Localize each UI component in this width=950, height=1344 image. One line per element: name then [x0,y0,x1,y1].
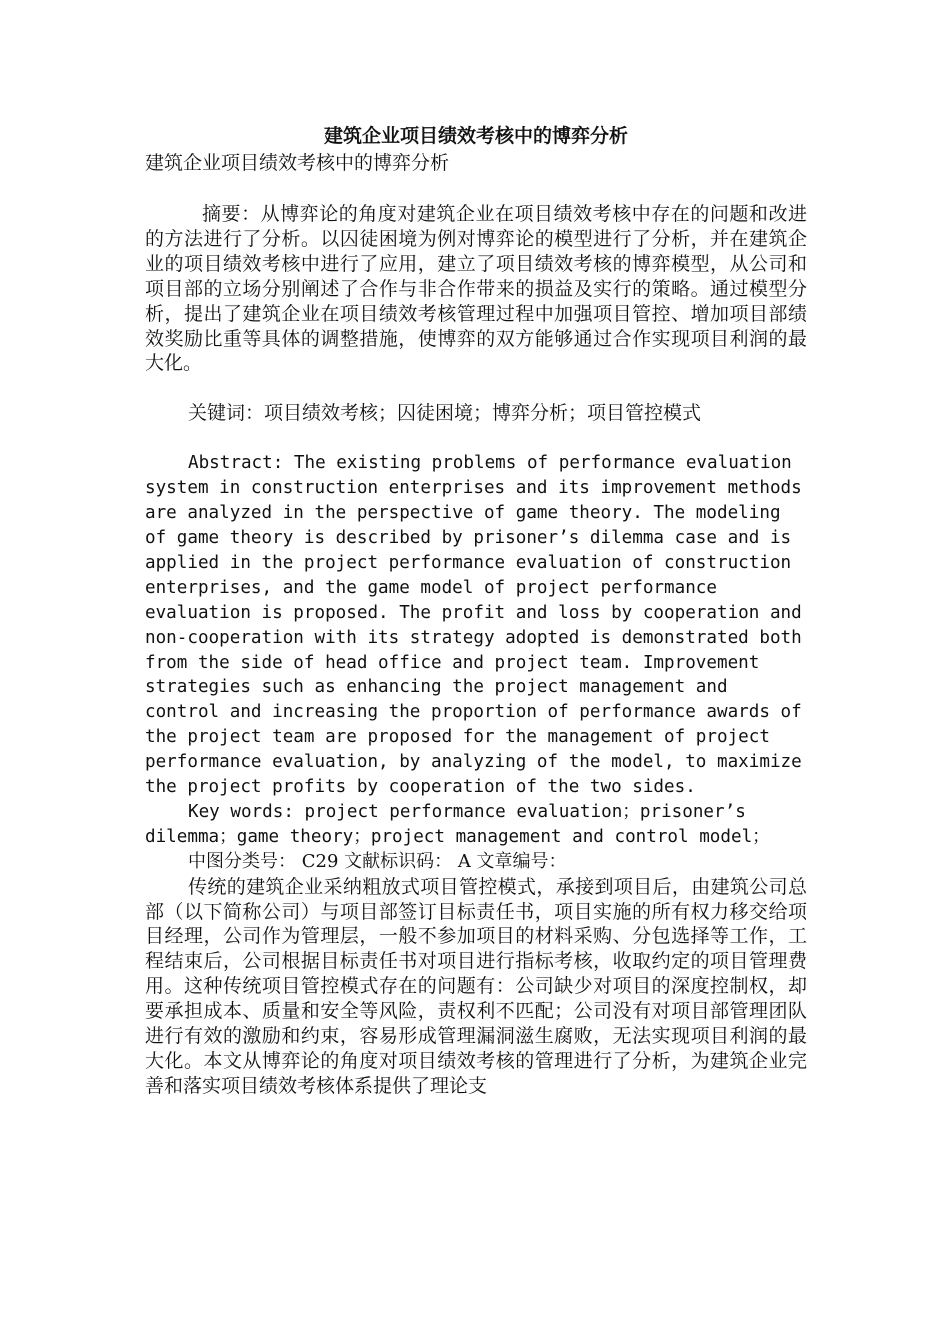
spacer [145,376,807,401]
spacer [145,426,807,451]
classification-line: 中图分类号： C29 文献标识码： A 文章编号： [188,850,567,872]
abstract-en: Abstract: The existing problems of performance evaluation system in construction enterprises and its improvement methods are analyzed in the perspective of game theory. The modeling of game theory is described by prisoner’s dilemma case and is applied in the project performance evaluation of construction enterprises, and the game model of project performance evaluation is proposed. The profit and loss by cooperation and non-cooperation with its strategy adopted is demonstrated both from the side of head office and project team. Improvement strategies such as enhancing the project management and control and increasing the proportion of performance awards of the project team are proposed for the management of project performance evaluation, by analyzing of the model, to maximize the project profits by cooperation of the two sides. [145,453,802,798]
abstract-cn: 摘要：从博弈论的角度对建筑企业在项目绩效考核中存在的问题和改进的方法进行了分析。以囚徒困境为例对博弈论的模型进行了分析，并在建筑企业的项目绩效考核中进行了应用，建立了项目绩效考核的博弈模型，从公司和项目部的立场分别阐述了合作与非合作带来的损益及实行的策略。通过模型分析，提出了建筑企业在项目绩效考核管理过程中加强项目管控、增加项目部绩效奖励比重等具体的调整措施，使博弈的双方能够通过合作实现项目利润的最大化。 [145,203,807,375]
document-title: 建筑企业项目绩效考核中的博弈分析 [323,125,628,147]
document-subtitle: 建筑企业项目绩效考核中的博弈分析 [145,152,450,174]
document-body [145,122,807,1099]
body-paragraph: 传统的建筑企业采纳粗放式项目管控模式，承接到项目后，由建筑公司总部（以下简称公司）与项目部签订目标责任书，项目实施的所有权力移交给项目经理，公司作为管理层，一般不参加项目的材料采购、分包选择等工作，工程结束后，公司根据目标责任书对项目进行指标考核，收取约定的项目管理费用。这种传统项目管控模式存在的问题有：公司缺少对项目的深度控制权，却要承担成本、质量和安全等风险，责权利不匹配；公司没有对项目部管理团队进行有效的激励和约束，容易形成管理漏洞滋生腐败，无法实现项目利润的最大化。本文从博弈论的角度对项目绩效考核的管理进行了分析，为建筑企业完善和落实项目绩效考核体系提供了理论支 [145,875,807,1097]
keywords-en: Key words: project performance evaluation；prisoner’s dilemma；game theory；project management and control model； [145,801,770,847]
keywords-cn: 关键词：项目绩效考核；囚徒困境；博弈分析；项目管控模式 [188,402,702,425]
spacer [145,176,807,202]
